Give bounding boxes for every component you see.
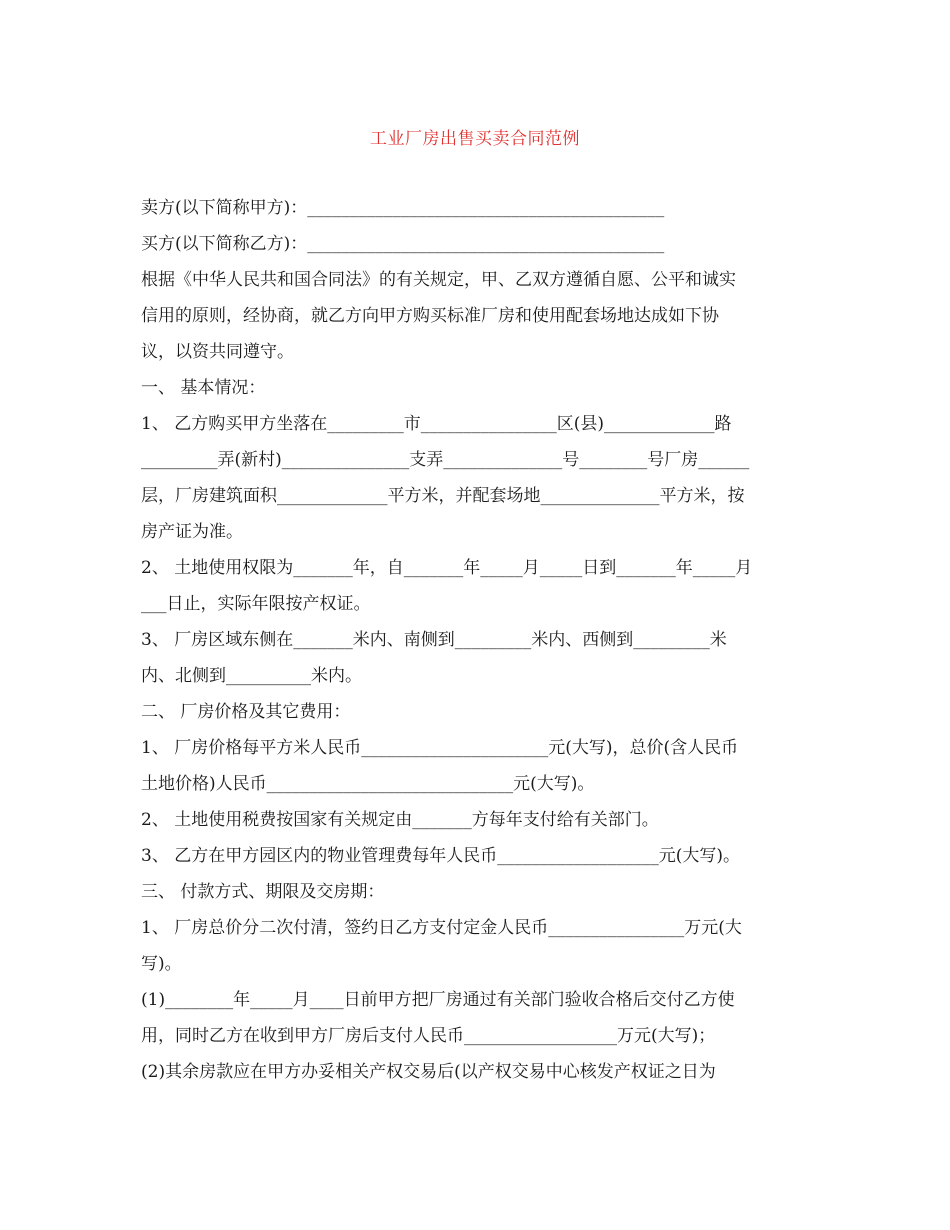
text-line: 3、 乙方在甲方园区内的物业管理费每年人民币___________________元(大写)。	[141, 846, 740, 866]
text-line: (2)其余房款应在甲方办妥相关产权交易后(以产权交易中心核发产权证之日为	[141, 1062, 716, 1082]
text-line: 一、 基本情况：	[141, 378, 266, 398]
text-line: 信用的原则，经协商，就乙方向甲方购买标准厂房和使用配套场地达成如下协	[141, 306, 719, 326]
text-line: 2、 土地使用税费按国家有关规定由_______方每年支付给有关部门。	[141, 810, 659, 830]
text-line: 三、 付款方式、期限及交房期：	[141, 882, 385, 902]
text-line: 房产证为准。	[141, 522, 243, 542]
text-line: 层，厂房建筑面积_____________平方米，并配套场地______________平方米，按	[141, 486, 745, 506]
text-line: 1、 厂房总价分二次付清，签约日乙方支付定金人民币________________万元(大	[141, 918, 742, 938]
text-line: 用，同时乙方在收到甲方厂房后支付人民币__________________万元(大写)；	[141, 1026, 716, 1046]
text-line: 土地价格)人民币_____________________________元(大写)。	[141, 774, 595, 794]
text-line: 2、 土地使用权限为_______年，自_______年_____月_____日到_______年_____月	[141, 558, 753, 578]
text-line: 买方(以下简称乙方)：__________________________________________	[141, 234, 665, 254]
document-body	[141, 190, 811, 1090]
text-line: 1、 乙方购买甲方坐落在_________市________________区(县)_____________路	[141, 414, 732, 434]
text-line: ___日止，实际年限按产权证。	[141, 594, 371, 614]
text-line: 二、 厂房价格及其它费用：	[141, 702, 351, 722]
text-line: 内、北侧到__________米内。	[141, 666, 362, 686]
document-title: 工业厂房出售买卖合同范例	[370, 129, 580, 149]
text-line: 卖方(以下简称甲方)：__________________________________________	[141, 198, 665, 218]
text-line: 根据《中华人民共和国合同法》的有关规定，甲、乙双方遵循自愿、公平和诚实	[141, 270, 736, 290]
text-line: 1、 厂房价格每平方米人民币______________________元(大写)，总价(含人民币	[141, 738, 739, 758]
text-line: _________弄(新村)_______________支弄______________号________号厂房______	[141, 450, 750, 470]
text-line: 议，以资共同遵守。	[141, 342, 294, 362]
text-line: 3、 厂房区域东侧在_______米内、南侧到_________米内、西侧到_________米	[141, 630, 727, 650]
text-line: (1)________年_____月____日前甲方把厂房通过有关部门验收合格后交付乙方使	[141, 990, 735, 1010]
text-line: 写)。	[141, 954, 182, 974]
